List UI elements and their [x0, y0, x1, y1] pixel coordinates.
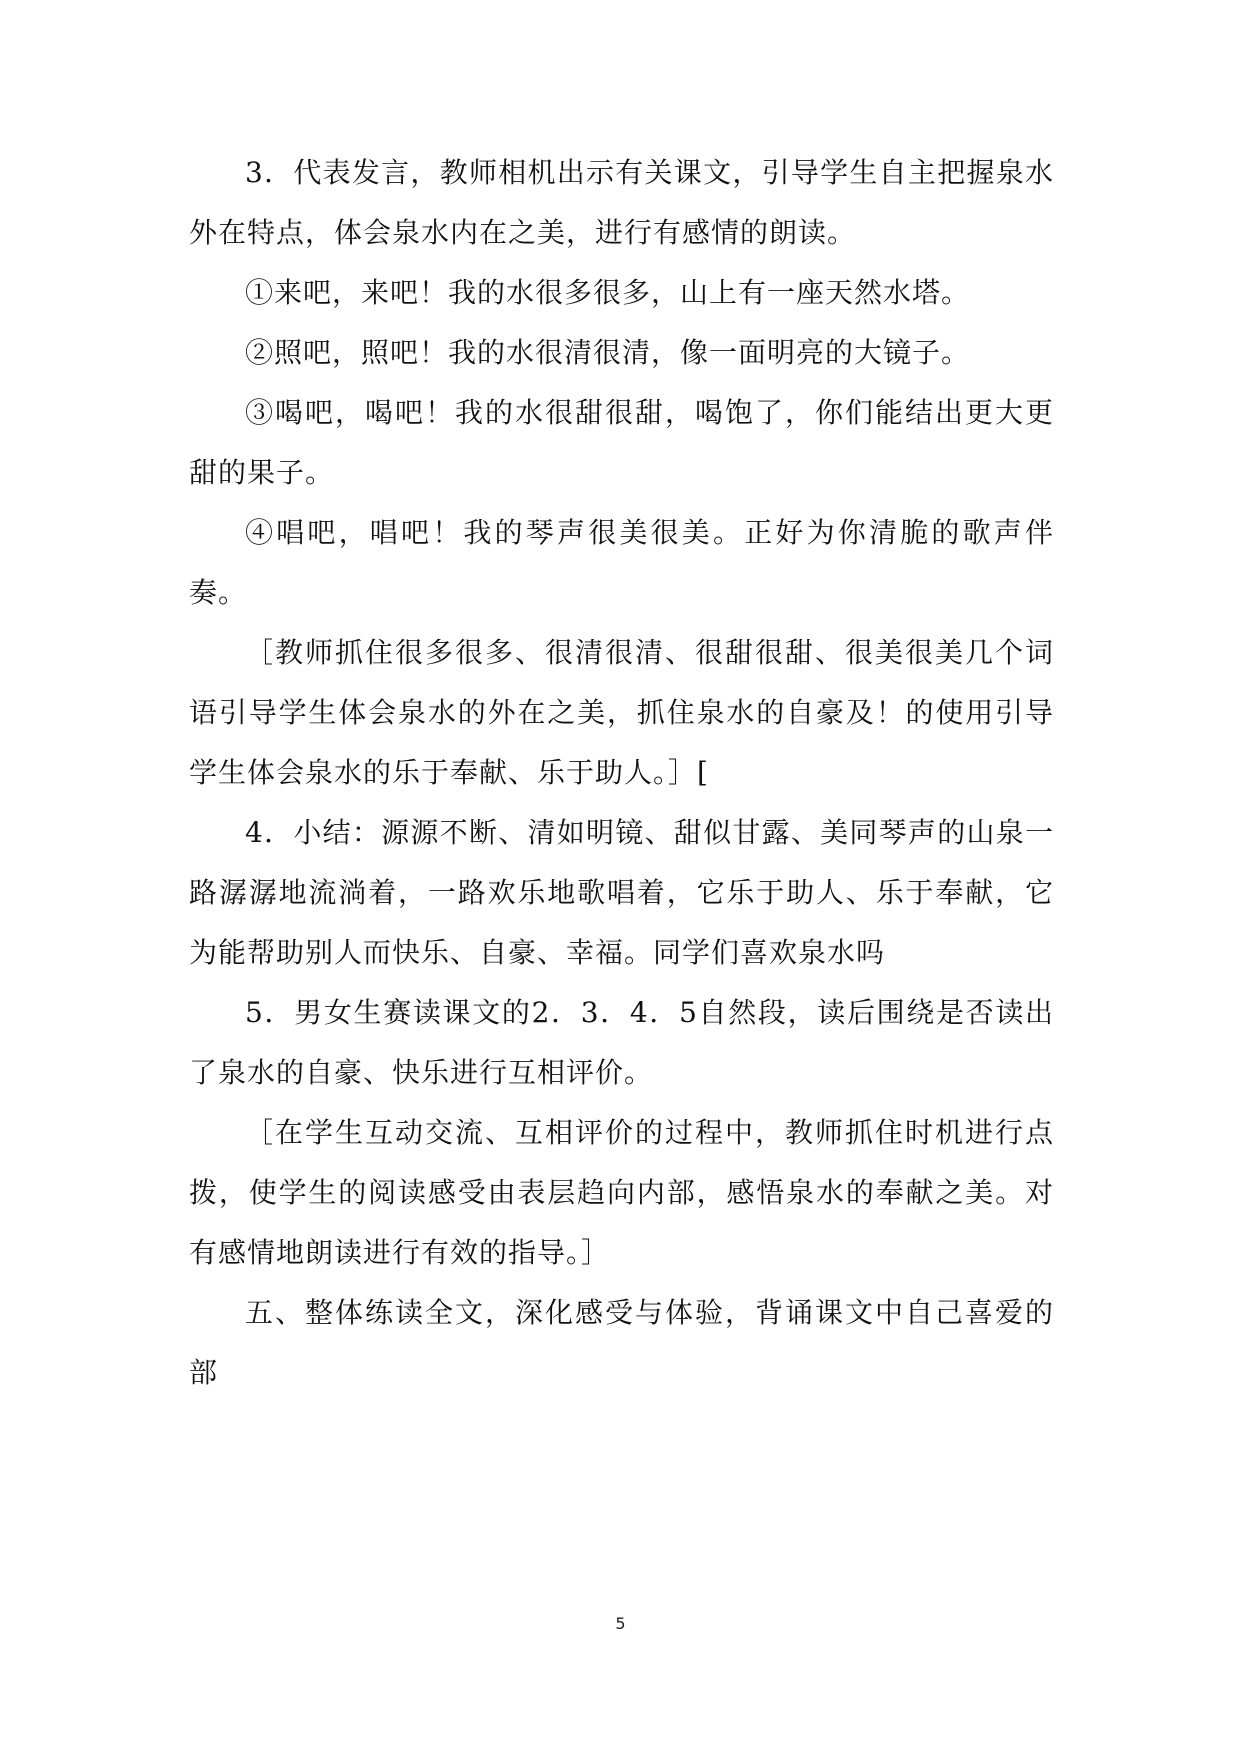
page-number: 5: [615, 1614, 626, 1633]
paragraph-step-3: 3．代表发言，教师相机出示有关课文，引导学生自主把握泉水外在特点，体会泉水内在之美，进行有感情的朗读。: [189, 156, 1054, 249]
paragraph-step-5: 5．男女生赛读课文的2．3．4．5自然段，读后围绕是否读出了泉水的自豪、快乐进行互相评价。: [189, 996, 1054, 1089]
paragraph-quote-1: ①来吧，来吧！我的水很多很多，山上有一座天然水塔。: [245, 276, 971, 309]
paragraph-teacher-note-1: ［教师抓住很多很多、很清很清、很甜很甜、很美很美几个词语引导学生体会泉水的外在之美，抓住泉水的自豪及！的使用引导学生体会泉水的乐于奉献、乐于助人。］[: [189, 636, 1054, 789]
paragraph-quote-4: ④唱吧，唱吧！我的琴声很美很美。正好为你清脆的歌声伴奏。: [189, 516, 1054, 609]
paragraph-section-5: 五、整体练读全文，深化感受与体验，背诵课文中自己喜爱的部: [189, 1296, 1054, 1389]
document-body: [189, 143, 1054, 1403]
paragraph-quote-3: ③喝吧，喝吧！我的水很甜很甜，喝饱了，你们能结出更大更甜的果子。: [189, 396, 1054, 489]
paragraph-step-4-summary: 4．小结：源源不断、清如明镜、甜似甘露、美同琴声的山泉一路潺潺地流淌着，一路欢乐地歌唱着，它乐于助人、乐于奉献，它为能帮助别人而快乐、自豪、幸福。同学们喜欢泉水吗: [189, 816, 1054, 969]
paragraph-quote-2: ②照吧，照吧！我的水很清很清，像一面明亮的大镜子。: [245, 336, 971, 369]
paragraph-teacher-note-2: ［在学生互动交流、互相评价的过程中，教师抓住时机进行点拨，使学生的阅读感受由表层趋向内部，感悟泉水的奉献之美。对有感情地朗读进行有效的指导。］: [189, 1116, 1054, 1269]
